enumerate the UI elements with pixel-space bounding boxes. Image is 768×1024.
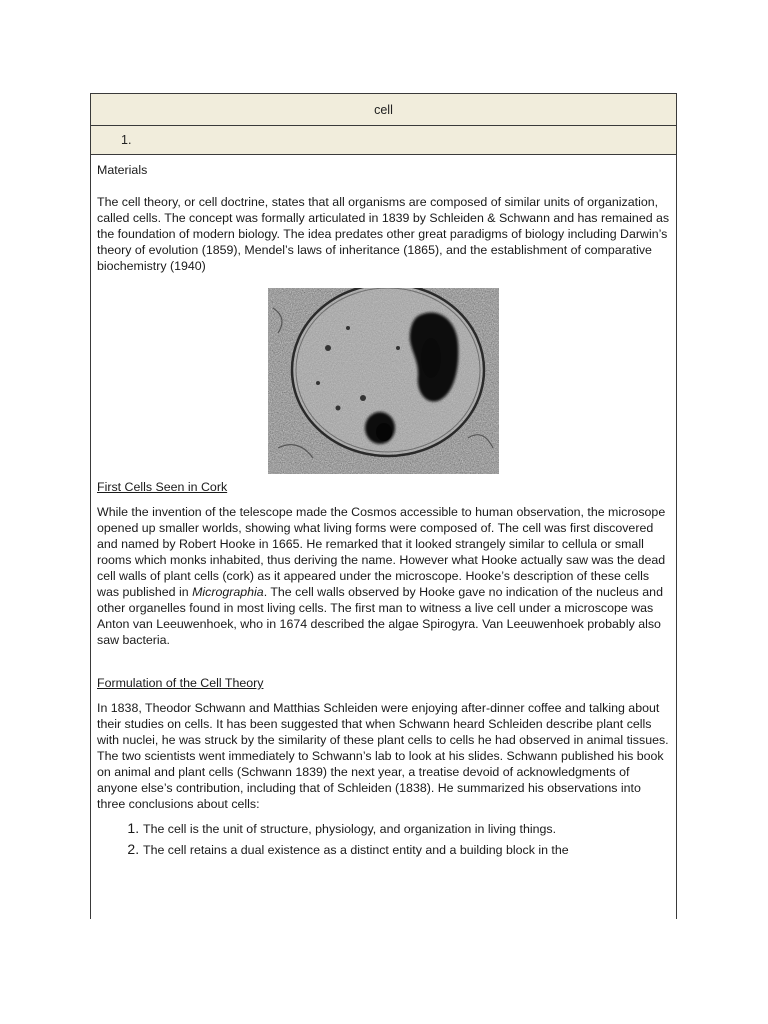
formulation-paragraph: In 1838, Theodor Schwann and Matthias Schleiden were enjoying after-dinner coffee and talking about their studies on cells. It has been suggested that when Schwann heard Schleiden describe plant cells with nuclei, he was struck by the similarity of these plant cells to cells he had observed in animal tissues. The two scientists went immediately to Schwann’s lab to look at his slides. Schwann published his book on animal and plant cells (Schwann 1839) the next year, a treatise devoid of acknowledgments of anyone else’s contribution, including that of Schleiden (1838). He summarized his observations into three conclusions about cells:: [97, 701, 669, 811]
cell-micrograph-image: [268, 288, 499, 474]
document-title: cell: [91, 94, 676, 126]
section-heading-formulation: Formulation of the Cell Theory: [97, 676, 264, 690]
first-cells-paragraph: While the invention of the telescope made the Cosmos accessible to human observation, the microsope opened up smaller worlds, showing what living forms were composed of. The cell was first discovered and named by Robert Hooke in 1665. He remarked that it looked strangely similar to cellula or small rooms which monks inhabited, thus deriving the name. However what Hooke actually saw was the dead cell walls of plant cells (cork) as it appeared under the microscope. Hooke’s description of these cells was published in Micrographia. The cell walls observed by Hooke gave no indication of the nucleus and other organelles found in most living cells. The first man to witness a live cell under a microscope was Anton van Leeuwenhoek, who in 1674 described the algae Spirogyra. Van Leeuwenhoek probably also saw bacteria.: [97, 505, 666, 647]
micrographia-title: Micrographia: [192, 585, 264, 599]
materials-label: Materials: [97, 163, 148, 177]
section-heading-first-cells: First Cells Seen in Cork: [97, 480, 228, 494]
conclusions-list: [97, 820, 670, 858]
document-body: [91, 155, 676, 858]
document-frame: [90, 93, 677, 919]
intro-paragraph: The cell theory, or cell doctrine, states that all organisms are composed of similar units of organization, called cells. The concept was formally articulated in 1839 by Schleiden & Schwann and has remained as the foundation of modern biology. The idea predates other great paradigms of biology including Darwin’s theory of evolution (1859), Mendel’s laws of inheritance (1865), and the establishment of comparative biochemistry (1940): [97, 195, 670, 273]
list-item: 1. The cell is the unit of structure, physiology, and organization in living things.: [143, 820, 670, 837]
list-number: 1.: [91, 126, 676, 155]
list-item: 2. The cell retains a dual existence as a distinct entity and a building block in the: [143, 841, 670, 858]
